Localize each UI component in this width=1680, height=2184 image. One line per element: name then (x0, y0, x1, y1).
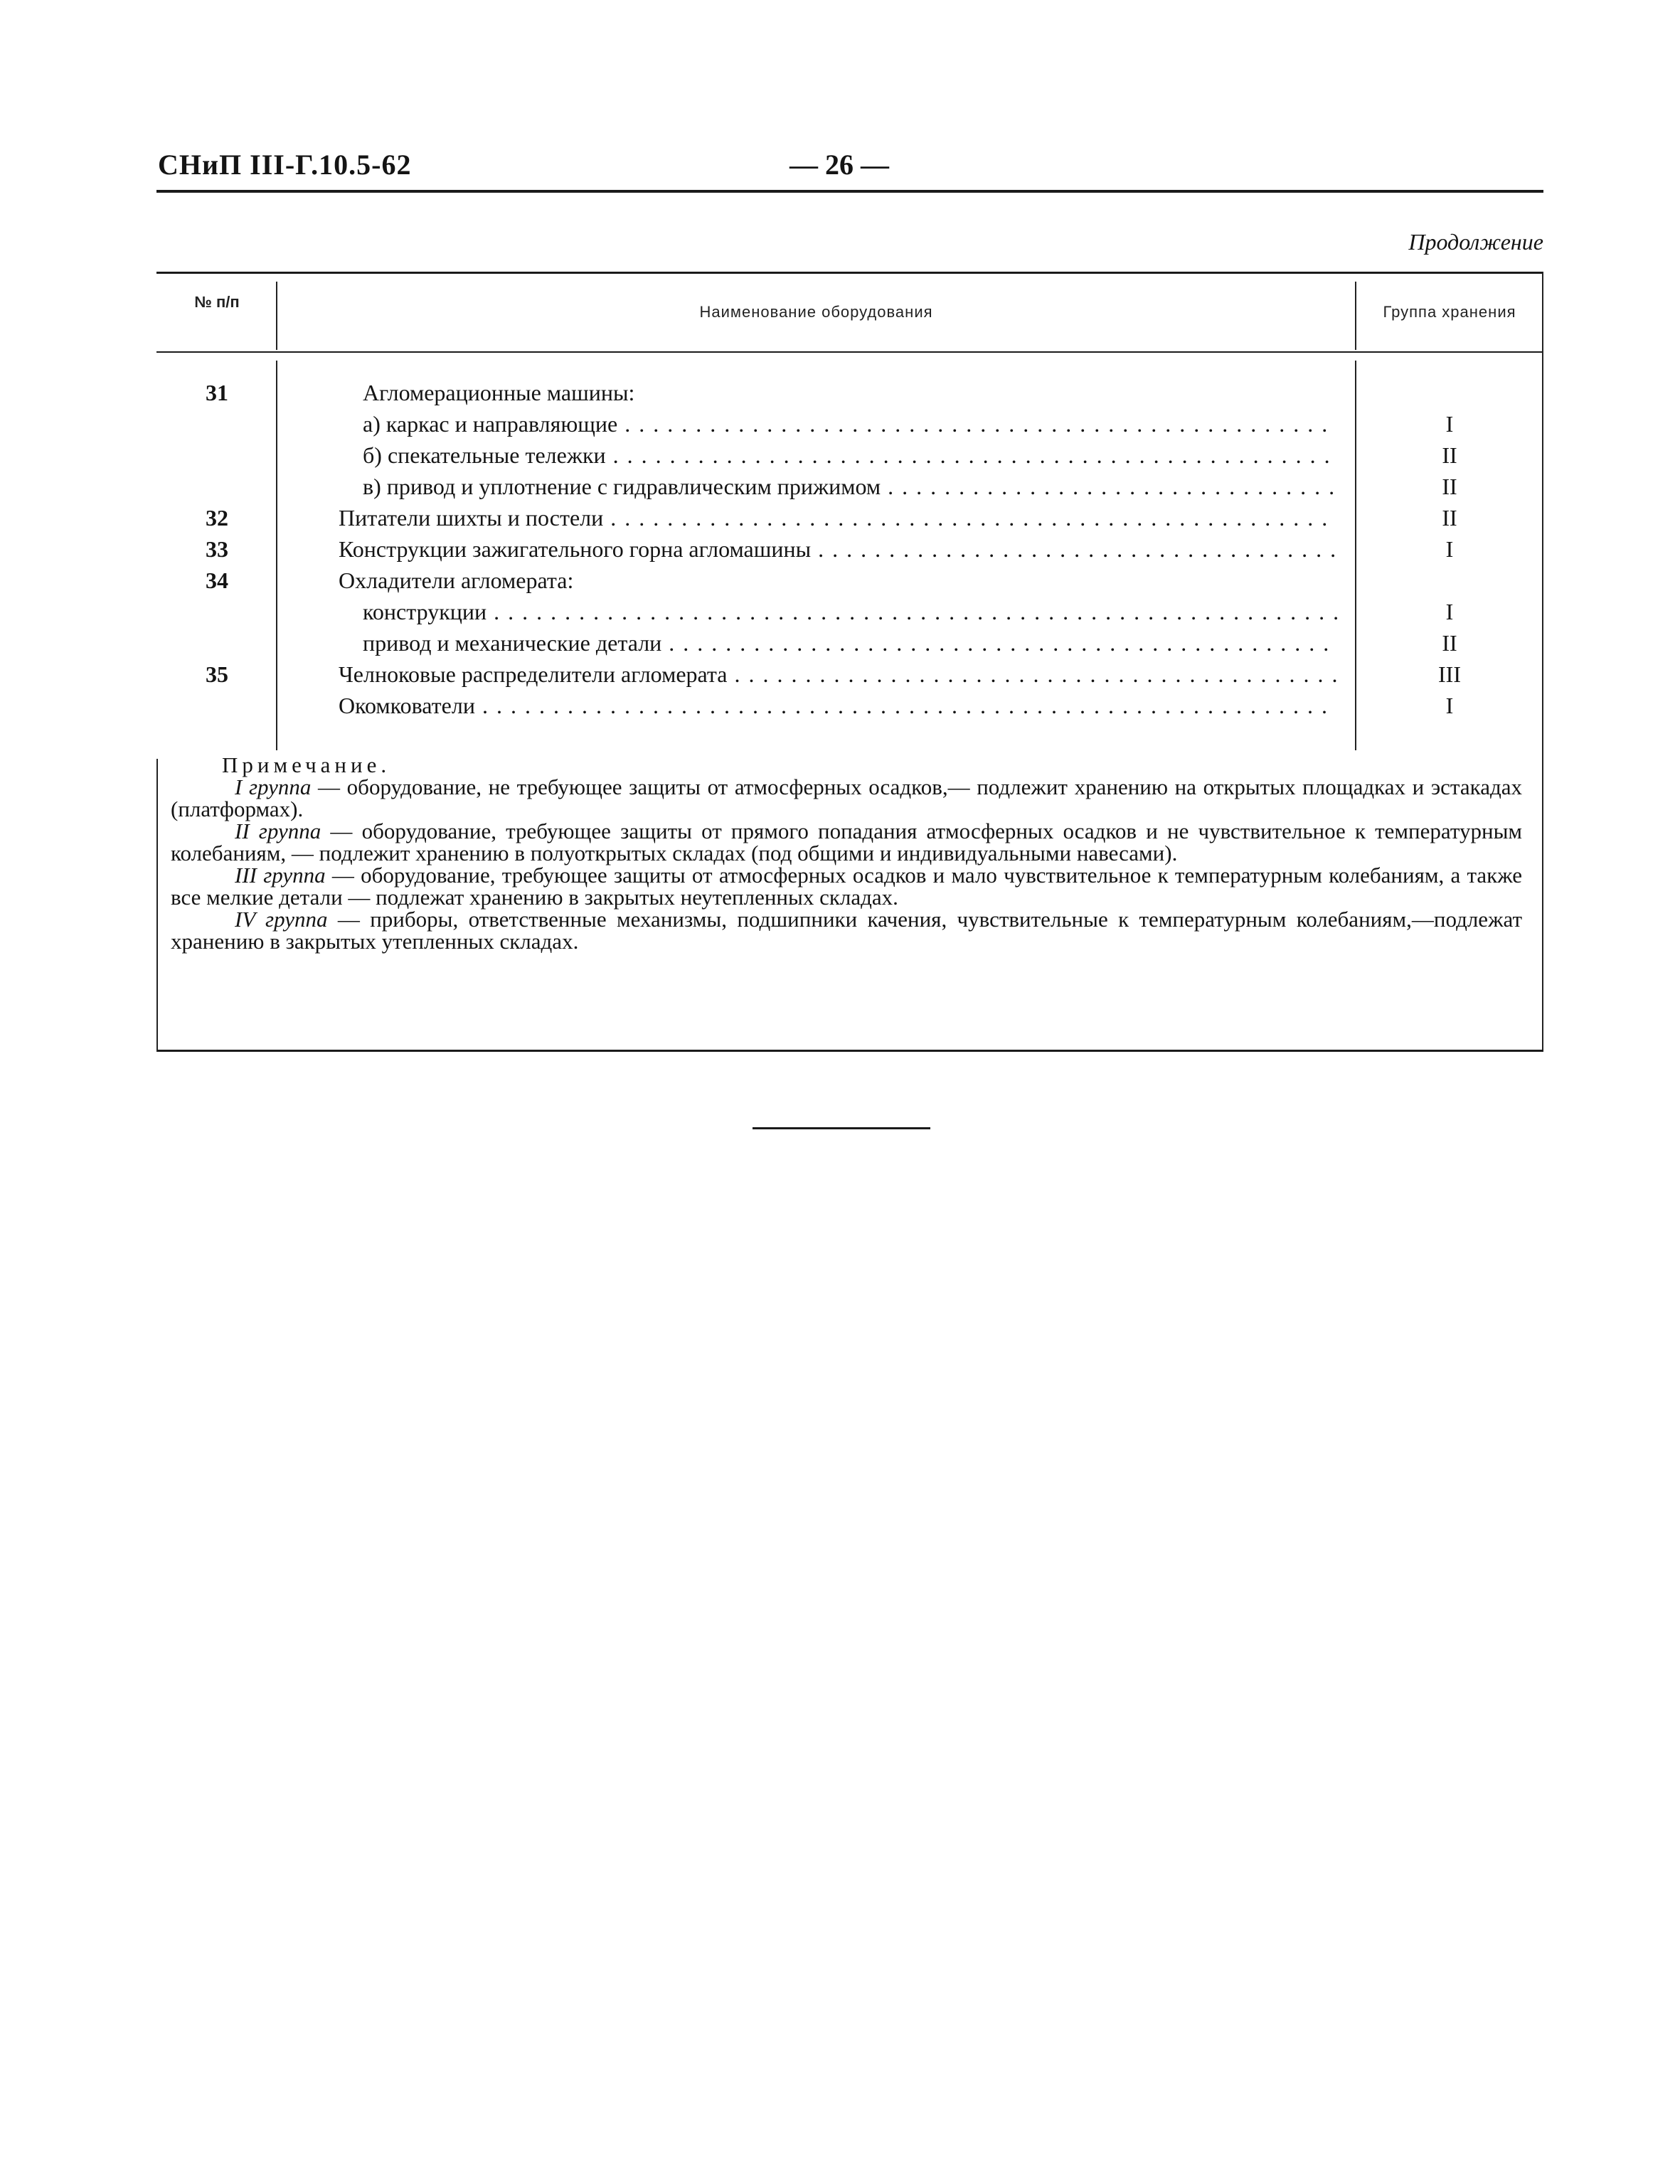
note-item (171, 776, 1522, 820)
table-row (156, 565, 1543, 596)
note-item (171, 908, 1522, 952)
table-row (156, 471, 1543, 502)
row-name: Питатели шихты и постели . . . (339, 502, 1337, 533)
table-row (156, 627, 1543, 659)
row-name: Охладители агломерата: (339, 568, 574, 593)
table-row (156, 440, 1543, 471)
row-group: I (1445, 411, 1454, 437)
table-row (156, 596, 1543, 627)
table-row (156, 502, 1543, 533)
note-group-text: — приборы, ответственные механизмы, подшипники качения, чувствительные к температурным колебаниям,—подлежат хранению в закрытых утепленных складах. (171, 907, 1522, 954)
row-name: а) каркас и направляющие . . . (363, 408, 1337, 440)
row-name: конструкции . . . (363, 596, 1337, 627)
note-item (171, 864, 1522, 908)
note-group-text: — оборудование, требующее защиты от прямого попадания атмосферных осадков и не чувствительное к температурным колебаниям, — подлежит хранению в полуоткрытых складах (под общими и индивидуальными навесами). (171, 819, 1523, 865)
note-group-label: I группа (235, 774, 312, 799)
row-group: II (1442, 442, 1457, 468)
table-bottom-rule (156, 1050, 1543, 1052)
note-group-label: III группа (235, 863, 326, 888)
row-name: Челноковые распределители агломерата . . . (339, 659, 1337, 690)
table-row (156, 659, 1543, 690)
row-name: привод и механические детали . . . (363, 627, 1337, 659)
page-number: — 26 — (790, 149, 889, 181)
row-group: II (1442, 505, 1457, 531)
note-group-text: — оборудование, требующее защиты от атмосферных осадков и мало чувствительное к температурным колебаниям, а также все мелкие детали — подлежат хранению в закрытых неутепленных складах. (171, 863, 1522, 910)
continuation-label: Продолжение (1408, 229, 1543, 255)
row-number: 31 (206, 380, 228, 405)
table-left-border (156, 759, 158, 1052)
row-group: I (1445, 693, 1454, 718)
table-header-rule (156, 351, 1543, 353)
table-row (156, 690, 1543, 721)
table-top-rule (156, 272, 1543, 274)
row-name: в) привод и уплотнение с гидравлическим прижимом . . . (363, 471, 1337, 502)
header-name: Наименование оборудования (699, 303, 933, 321)
row-name: Агломерационные машины: (363, 380, 635, 405)
table-row (156, 408, 1543, 440)
row-group: II (1442, 630, 1457, 656)
table-row (156, 377, 1543, 408)
row-number: 35 (206, 661, 228, 687)
row-number: 33 (206, 536, 228, 562)
table-row (156, 533, 1543, 565)
row-group: III (1438, 661, 1461, 687)
note-item (171, 820, 1522, 864)
note-group-label: IV группа (235, 907, 328, 932)
row-group: I (1445, 536, 1454, 562)
row-number: 32 (206, 505, 228, 531)
header-group: Группа хранения (1383, 303, 1516, 321)
row-name: Окомкователи . . . (339, 690, 1337, 721)
note-title: Примечание. (222, 752, 391, 777)
row-group: II (1442, 474, 1457, 499)
header-number: № п/п (194, 293, 240, 311)
document-code: СНиП III-Г.10.5-62 (158, 149, 412, 181)
header-rule (156, 190, 1543, 193)
row-group: I (1445, 599, 1454, 624)
row-name: Конструкции зажигательного горна агломашины . . . (339, 533, 1337, 565)
row-number: 34 (206, 568, 228, 593)
note-group-text: — оборудование, не требующее защиты от атмосферных осадков,— подлежит хранению на открытых площадках и эстакадах (платформах). (171, 774, 1522, 821)
note-group-label: II группа (235, 819, 321, 843)
end-rule (753, 1127, 930, 1129)
table-note (171, 754, 1522, 952)
row-name: б) спекательные тележки . . . (363, 440, 1337, 471)
